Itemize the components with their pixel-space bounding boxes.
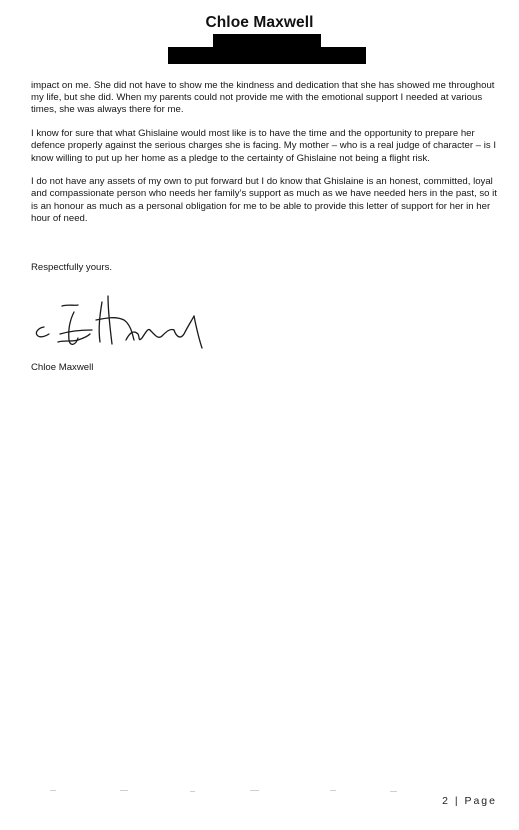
signer-name: Chloe Maxwell: [31, 362, 94, 373]
redaction-bar: [168, 47, 366, 64]
letter-paragraph: I do not have any assets of my own to put forward but I do know that Ghislaine is an honest, committed, loyal and compassionate person who needs her family’s support as much as we have needed hers in the past, so it is an honour as much as a personal obligation for me to be able to provide this letter of support for her in her hour of need.: [31, 176, 497, 224]
letter-paragraph: impact on me. She did not have to show me the kindness and dedication that she has showed me throughout my life, but she did. When my parents could not provide me with the emotional support I needed at various times, she was always there for me.: [31, 80, 495, 116]
scan-artifact: [40, 790, 420, 792]
letter-closing: Respectfully yours.: [31, 262, 113, 273]
letter-paragraph: I know for sure that what Ghislaine would most like is to have the time and the opportunity to prepare her defence properly against the serious charges she is facing. My mother – who is a real judge of character – is I know willing to put up her home as a pledge to the certainty of Ghislaine not being a flight risk.: [31, 128, 497, 164]
handwritten-signature: [30, 290, 220, 352]
letterhead-name: Chloe Maxwell: [205, 14, 314, 31]
page-number: 2 | Page: [442, 795, 497, 807]
redaction-bar: [213, 34, 321, 48]
letter-body: [31, 80, 506, 237]
